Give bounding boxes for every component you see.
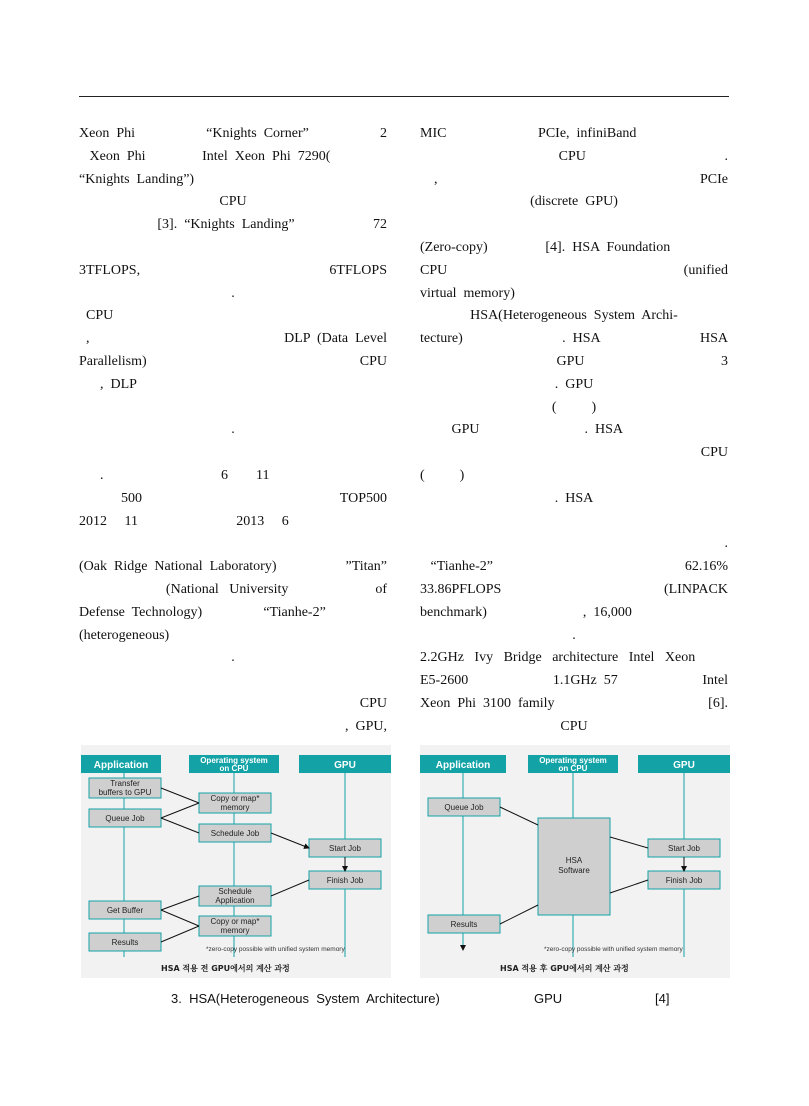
text-segment: (heterogeneous) — [79, 627, 170, 643]
text-line — [79, 284, 387, 304]
text-segment: GPU — [420, 422, 480, 438]
arrow-finish-to-schedule-app — [271, 880, 309, 896]
text-segment: “Knights Landing”) — [79, 171, 195, 187]
figure-after-hsa-diagram — [420, 745, 730, 978]
text-segment: , — [79, 331, 90, 347]
text-segment: ”Titan” — [345, 559, 387, 575]
text-line — [420, 192, 728, 212]
text-line — [420, 375, 728, 395]
text-segment: PCIe — [700, 171, 728, 187]
text-segment: E5-2600 — [420, 673, 469, 689]
text-line — [79, 717, 387, 737]
text-segment: ( ) — [551, 399, 597, 415]
text-line — [420, 215, 728, 235]
text-segment: [4]. HSA Foundation — [545, 240, 671, 255]
text-segment: Xeon Phi — [79, 126, 135, 141]
box-copy-map-1-line1: Copy or map* — [210, 794, 260, 803]
text-segment: Parallelism) — [79, 354, 147, 369]
text-segment: . — [231, 650, 235, 666]
box-transfer-buffers-line1: Transfer — [110, 779, 140, 788]
text-line — [79, 329, 387, 349]
text-line — [420, 238, 728, 258]
text-segment: CPU — [79, 308, 114, 324]
text-line — [420, 648, 728, 668]
text-segment: CPU — [359, 354, 387, 369]
arrow-queue-to-schedule — [161, 818, 199, 833]
figure-caption-ref: [4] — [655, 991, 670, 1006]
text-line — [79, 694, 387, 714]
text-line — [79, 489, 387, 509]
text-segment: HSA(Heterogeneous System Archi- — [470, 308, 678, 324]
box-results-label: Results — [111, 938, 139, 947]
text-segment: 2013 6 — [236, 513, 289, 529]
text-segment: Xeon Phi 3100 family — [420, 696, 555, 711]
text-segment: . HSA — [562, 331, 601, 347]
arrow-transfer-to-copy — [161, 788, 199, 803]
zero-copy-note: *zero-copy possible with unified system memory — [544, 946, 683, 953]
text-line — [79, 512, 387, 532]
text-segment: . — [724, 536, 728, 552]
text-segment: 33.86PFLOPS — [420, 582, 502, 597]
box-queue-job-label: Queue Job — [105, 814, 145, 823]
text-segment: HSA — [699, 331, 728, 347]
text-segment: . HSA — [584, 422, 624, 438]
text-segment: benchmark) — [420, 604, 487, 620]
text-line — [79, 147, 387, 167]
text-segment: [3]. “Knights Landing” — [157, 217, 295, 233]
arrow-queue-to-hsa — [500, 807, 538, 825]
text-line — [79, 352, 387, 372]
header-os-cpu-line2: on CPU — [219, 764, 249, 773]
arrow-queue-to-copy — [161, 803, 199, 818]
text-segment: PCIe, infiniBand — [538, 126, 637, 141]
text-line — [420, 306, 728, 326]
text-segment: , — [420, 171, 438, 187]
text-line — [420, 534, 728, 554]
box-results-label: Results — [450, 920, 478, 929]
text-line — [79, 466, 387, 486]
text-line — [79, 306, 387, 326]
text-line — [420, 147, 728, 167]
text-segment: Xeon Phi — [79, 148, 146, 164]
text-segment: 72 — [373, 217, 387, 233]
text-line — [420, 124, 728, 144]
text-line — [420, 694, 728, 714]
text-segment: Intel — [702, 673, 728, 689]
text-segment: TOP500 — [339, 490, 387, 506]
box-hsa-software-line2: Software — [558, 866, 590, 875]
text-segment: CPU — [560, 718, 588, 734]
box-schedule-application-line2: Application — [215, 896, 255, 905]
text-segment: 6 11 — [221, 468, 270, 483]
text-line — [420, 170, 728, 190]
text-line — [420, 671, 728, 691]
arrow-schedule-app-to-get-buffer — [161, 896, 199, 910]
text-segment: . — [724, 148, 728, 164]
text-line — [79, 170, 387, 190]
text-segment: [6]. — [708, 696, 728, 711]
text-line — [420, 557, 728, 577]
text-segment: tecture) — [420, 331, 463, 347]
box-transfer-buffers-line2: buffers to GPU — [98, 788, 152, 797]
text-segment: CPU — [420, 262, 448, 278]
arrow-get-buffer-to-copy — [161, 910, 199, 926]
text-segment: 2.2GHz Ivy Bridge architecture Intel Xeon — [420, 650, 696, 666]
figure-after-hsa — [420, 745, 730, 978]
text-line — [420, 580, 728, 600]
text-line — [79, 603, 387, 623]
arrow-schedule-to-start — [271, 833, 309, 848]
text-segment: , DLP — [79, 376, 137, 392]
zero-copy-note: *zero-copy possible with unified system memory — [206, 946, 345, 953]
text-segment: (LINPACK — [663, 582, 728, 597]
figure-caption-gpu: GPU — [534, 991, 563, 1006]
box-finish-job-label: Finish Job — [326, 876, 364, 885]
text-line — [79, 648, 387, 668]
text-segment: CPU — [219, 194, 247, 210]
figure-before-hsa — [81, 745, 391, 978]
text-line — [420, 398, 728, 418]
text-segment: ( ) — [420, 468, 465, 483]
text-segment: 62.16% — [684, 559, 728, 575]
text-segment: Intel Xeon Phi 7290( — [202, 148, 331, 164]
box-queue-job-label: Queue Job — [444, 803, 484, 812]
text-segment: 2012 11 — [79, 513, 138, 529]
text-segment: (Zero-copy) — [420, 240, 488, 255]
text-segment: “Tianhe-2” — [420, 559, 493, 575]
header-application-label: Application — [435, 760, 491, 771]
figure-caption-label: 3. HSA(Heterogeneous System Architecture) — [171, 991, 440, 1006]
text-line — [79, 420, 387, 440]
text-line — [79, 557, 387, 577]
text-segment: CPU — [359, 696, 387, 711]
text-segment: . — [231, 422, 235, 438]
text-segment: . — [572, 627, 576, 643]
box-schedule-application-line1: Schedule — [218, 887, 252, 896]
text-segment: . — [231, 285, 235, 301]
text-line — [79, 626, 387, 646]
arrow-copy-to-results — [161, 926, 199, 942]
text-segment: MIC — [420, 126, 447, 141]
text-segment: (National University — [165, 582, 289, 597]
text-segment: Defense Technology) — [79, 604, 203, 620]
text-segment: 500 — [79, 490, 142, 506]
text-line — [420, 626, 728, 646]
text-segment: (discrete GPU) — [530, 194, 618, 210]
figure-before-hsa-caption: HSA 적용 전 GPU에서의 계산 과정 — [161, 964, 290, 973]
header-os-cpu-line1: Operating system — [539, 756, 607, 765]
text-line — [420, 489, 728, 509]
box-hsa-software-line1: HSA — [565, 856, 583, 865]
text-segment: . — [79, 468, 104, 483]
box-start-job-label: Start Job — [328, 844, 362, 853]
header-os-cpu-line1: Operating system — [200, 756, 268, 765]
figure-before-hsa-diagram — [81, 745, 391, 978]
text-line — [79, 375, 387, 395]
box-finish-job-label: Finish Job — [665, 876, 703, 885]
text-line — [420, 261, 728, 281]
text-line — [420, 352, 728, 372]
text-segment: 3TFLOPS, — [79, 262, 141, 278]
box-copy-map-2-line1: Copy or map* — [210, 917, 260, 926]
header-rule — [79, 96, 729, 97]
text-segment: , 16,000 — [582, 604, 632, 620]
figure-after-hsa-caption: HSA 적용 후 GPU에서의 계산 과정 — [500, 964, 629, 973]
text-segment: of — [375, 582, 387, 597]
header-application-label: Application — [93, 760, 149, 771]
text-line — [79, 671, 387, 691]
text-segment: “Knights Corner” — [206, 126, 309, 141]
text-line — [79, 398, 387, 418]
box-schedule-job-label: Schedule Job — [210, 829, 260, 838]
text-segment: DLP (Data Level — [284, 331, 387, 347]
text-line — [79, 261, 387, 281]
text-segment: 3 — [720, 354, 728, 369]
text-line — [79, 580, 387, 600]
arrow-hsa-to-results — [500, 905, 538, 924]
box-start-job-label: Start Job — [667, 844, 701, 853]
text-line — [79, 238, 387, 258]
text-segment: (unified — [683, 262, 728, 278]
arrow-finish-to-hsa — [610, 880, 648, 893]
text-line — [79, 443, 387, 463]
box-get-buffer-label: Get Buffer — [106, 906, 144, 915]
figure-caption — [79, 991, 729, 1009]
header-gpu-label: GPU — [673, 760, 695, 771]
text-line — [420, 284, 728, 304]
header-gpu-label: GPU — [334, 760, 356, 771]
text-segment: virtual memory) — [420, 285, 515, 301]
text-segment: CPU — [700, 445, 728, 461]
text-line — [420, 512, 728, 532]
header-os-cpu-line2: on CPU — [558, 764, 588, 773]
text-segment: . HSA — [554, 490, 594, 506]
text-line — [79, 534, 387, 554]
text-line — [420, 329, 728, 349]
text-segment: (Oak Ridge National Laboratory) — [79, 559, 277, 575]
text-line — [79, 124, 387, 144]
text-line — [420, 717, 728, 737]
text-line — [79, 192, 387, 212]
text-line — [420, 443, 728, 463]
arrow-hsa-to-start — [610, 837, 648, 848]
box-copy-map-2-line2: memory — [220, 926, 250, 935]
text-segment: GPU — [556, 354, 585, 369]
text-segment: 2 — [380, 126, 387, 141]
text-segment: , GPU, — [344, 718, 387, 734]
text-segment: CPU — [558, 148, 586, 164]
text-line — [420, 466, 728, 486]
text-segment: . GPU — [554, 376, 594, 392]
text-line — [420, 603, 728, 623]
text-segment: “Tianhe-2” — [263, 604, 326, 620]
text-line — [420, 420, 728, 440]
box-copy-map-1-line2: memory — [220, 803, 250, 812]
text-segment: 1.1GHz 57 — [552, 673, 618, 689]
text-line — [79, 215, 387, 235]
text-segment: 6TFLOPS — [329, 262, 387, 278]
